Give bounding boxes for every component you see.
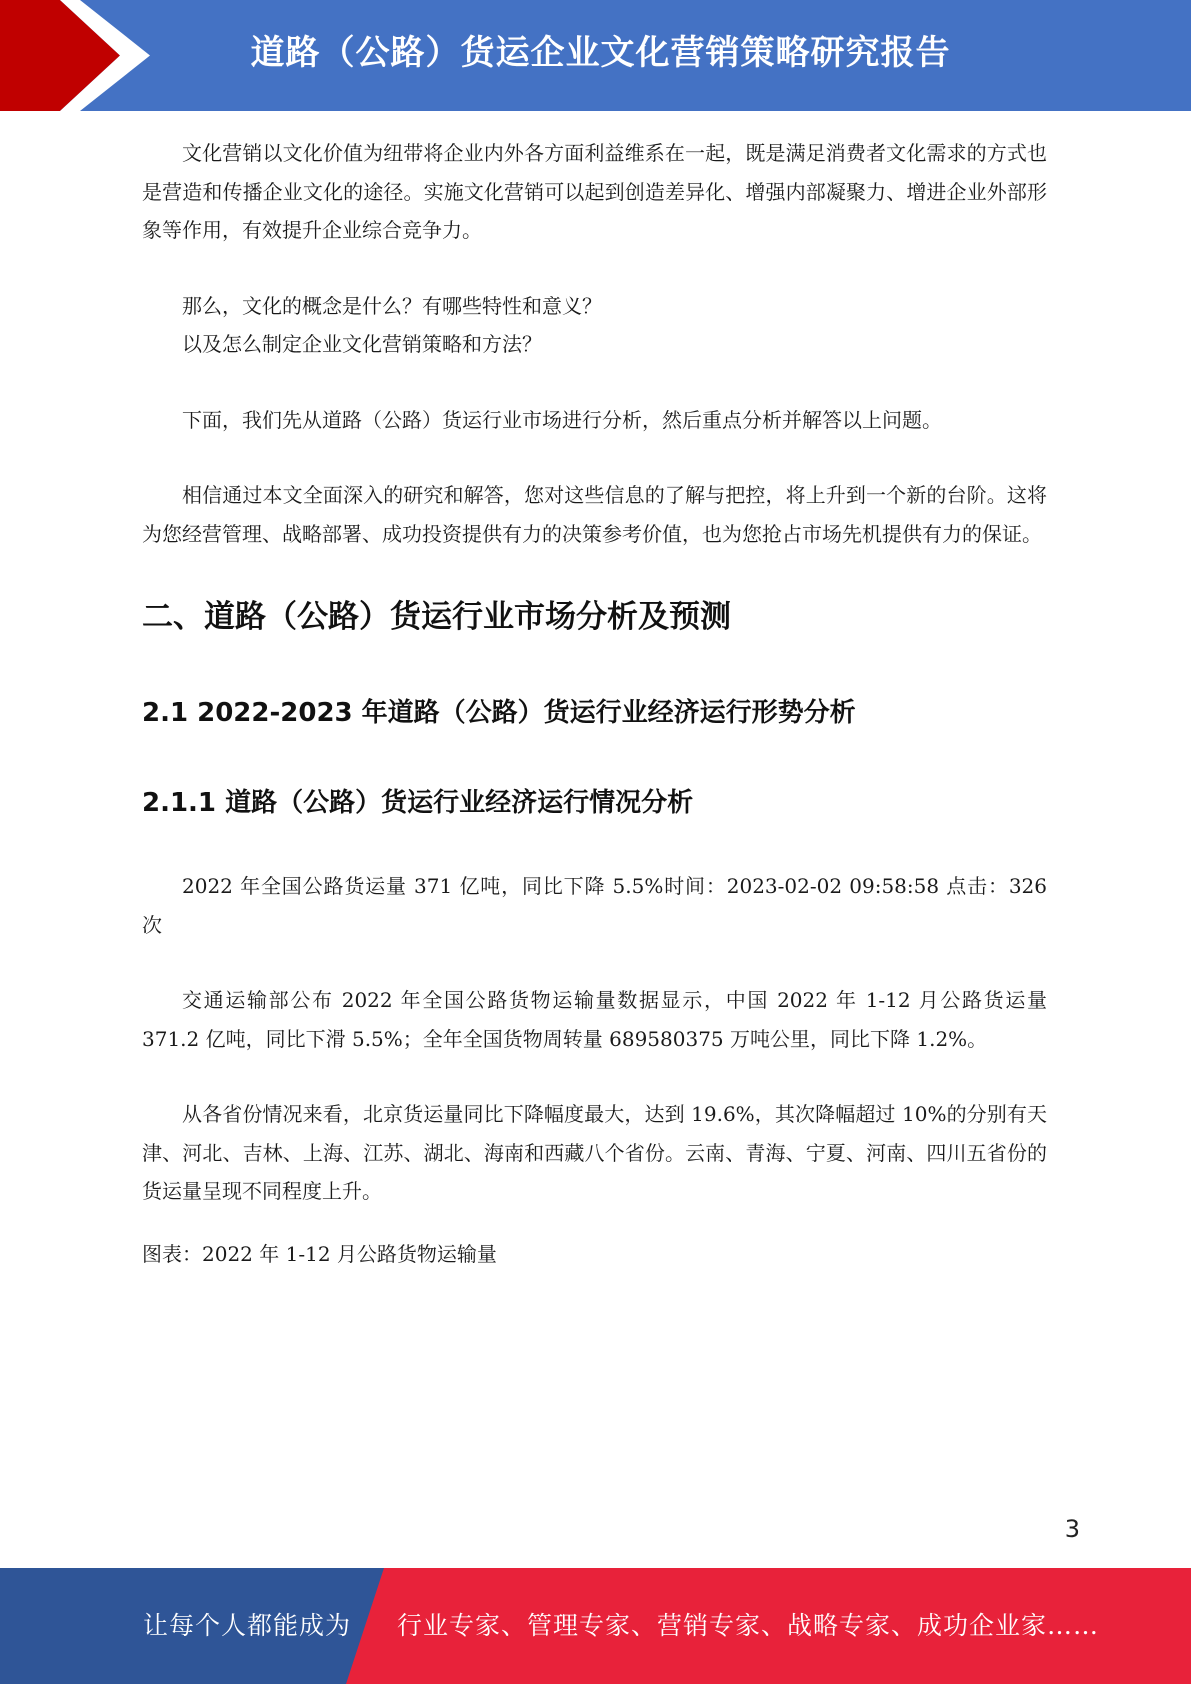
figure-caption: 图表：2022 年 1-12 月公路货物运输量 [142,1241,497,1266]
section-heading: 二、道路（公路）货运行业市场分析及预测 [142,599,731,635]
intro-paragraph-1: 文化营销以文化价值为纽带将企业内外各方面利益维系在一起，既是满足消费者文化需求的方式也是营造和传播企业文化的途径。实施文化营销可以起到创造差异化、增强内部凝聚力、增进企业外部形象等作用，有效提升企业综合竞争力。 [142,141,1047,242]
header-chevron-decoration [0,0,160,111]
report-title: 道路（公路）货运企业文化营销策略研究报告 [250,33,951,73]
document-body [142,134,1047,1273]
intro-paragraph-3: 下面，我们先从道路（公路）货运行业市场进行分析，然后重点分析并解答以上问题。 [182,407,942,432]
header-banner [0,0,1191,111]
intro-question-2: 以及怎么制定企业文化营销策略和方法？ [182,332,542,356]
footer-banner [0,1568,1191,1684]
footer-slogan-left: 让每个人都能成为 [143,1611,352,1640]
analysis-paragraph-1: 交通运输部公布 2022 年全国公路货物运输量数据显示，中国 2022 年 1-12 月公路货运量 371.2 亿吨，同比下滑 5.5%；全年全国货物周转量 689580375 万吨公里，同比下降 1.2%。 [142,988,1047,1051]
page-number: 3 [1064,1515,1080,1543]
intro-question-1: 那么，文化的概念是什么？有哪些特性和意义？ [182,293,602,318]
subsubsection-heading: 2.1.1 道路（公路）货运行业经济运行情况分析 [142,788,694,818]
news-headline-paragraph: 2022 年全国公路货运量 371 亿吨，同比下降 5.5%时间：2023-02-02 09:58:58 点击：326 次 [142,874,1047,937]
intro-paragraph-4: 相信通过本文全面深入的研究和解答，您对这些信息的了解与把控，将上升到一个新的台阶。这将为您经营管理、战略部署、成功投资提供有力的决策参考价值，也为您抢占市场先机提供有力的保证。 [142,483,1047,546]
subsection-heading: 2.1 2022-2023 年道路（公路）货运行业经济运行形势分析 [142,698,856,728]
analysis-paragraph-2: 从各省份情况来看，北京货运量同比下降幅度最大，达到 19.6%，其次降幅超过 10%的分别有天津、河北、吉林、上海、江苏、湖北、海南和西藏八个省份。云南、青海、宁夏、河南、四川五省份的货运量呈现不同程度上升。 [142,1102,1047,1203]
footer-slogan-right: 行业专家、管理专家、营销专家、战略专家、成功企业家…… [397,1611,1100,1640]
